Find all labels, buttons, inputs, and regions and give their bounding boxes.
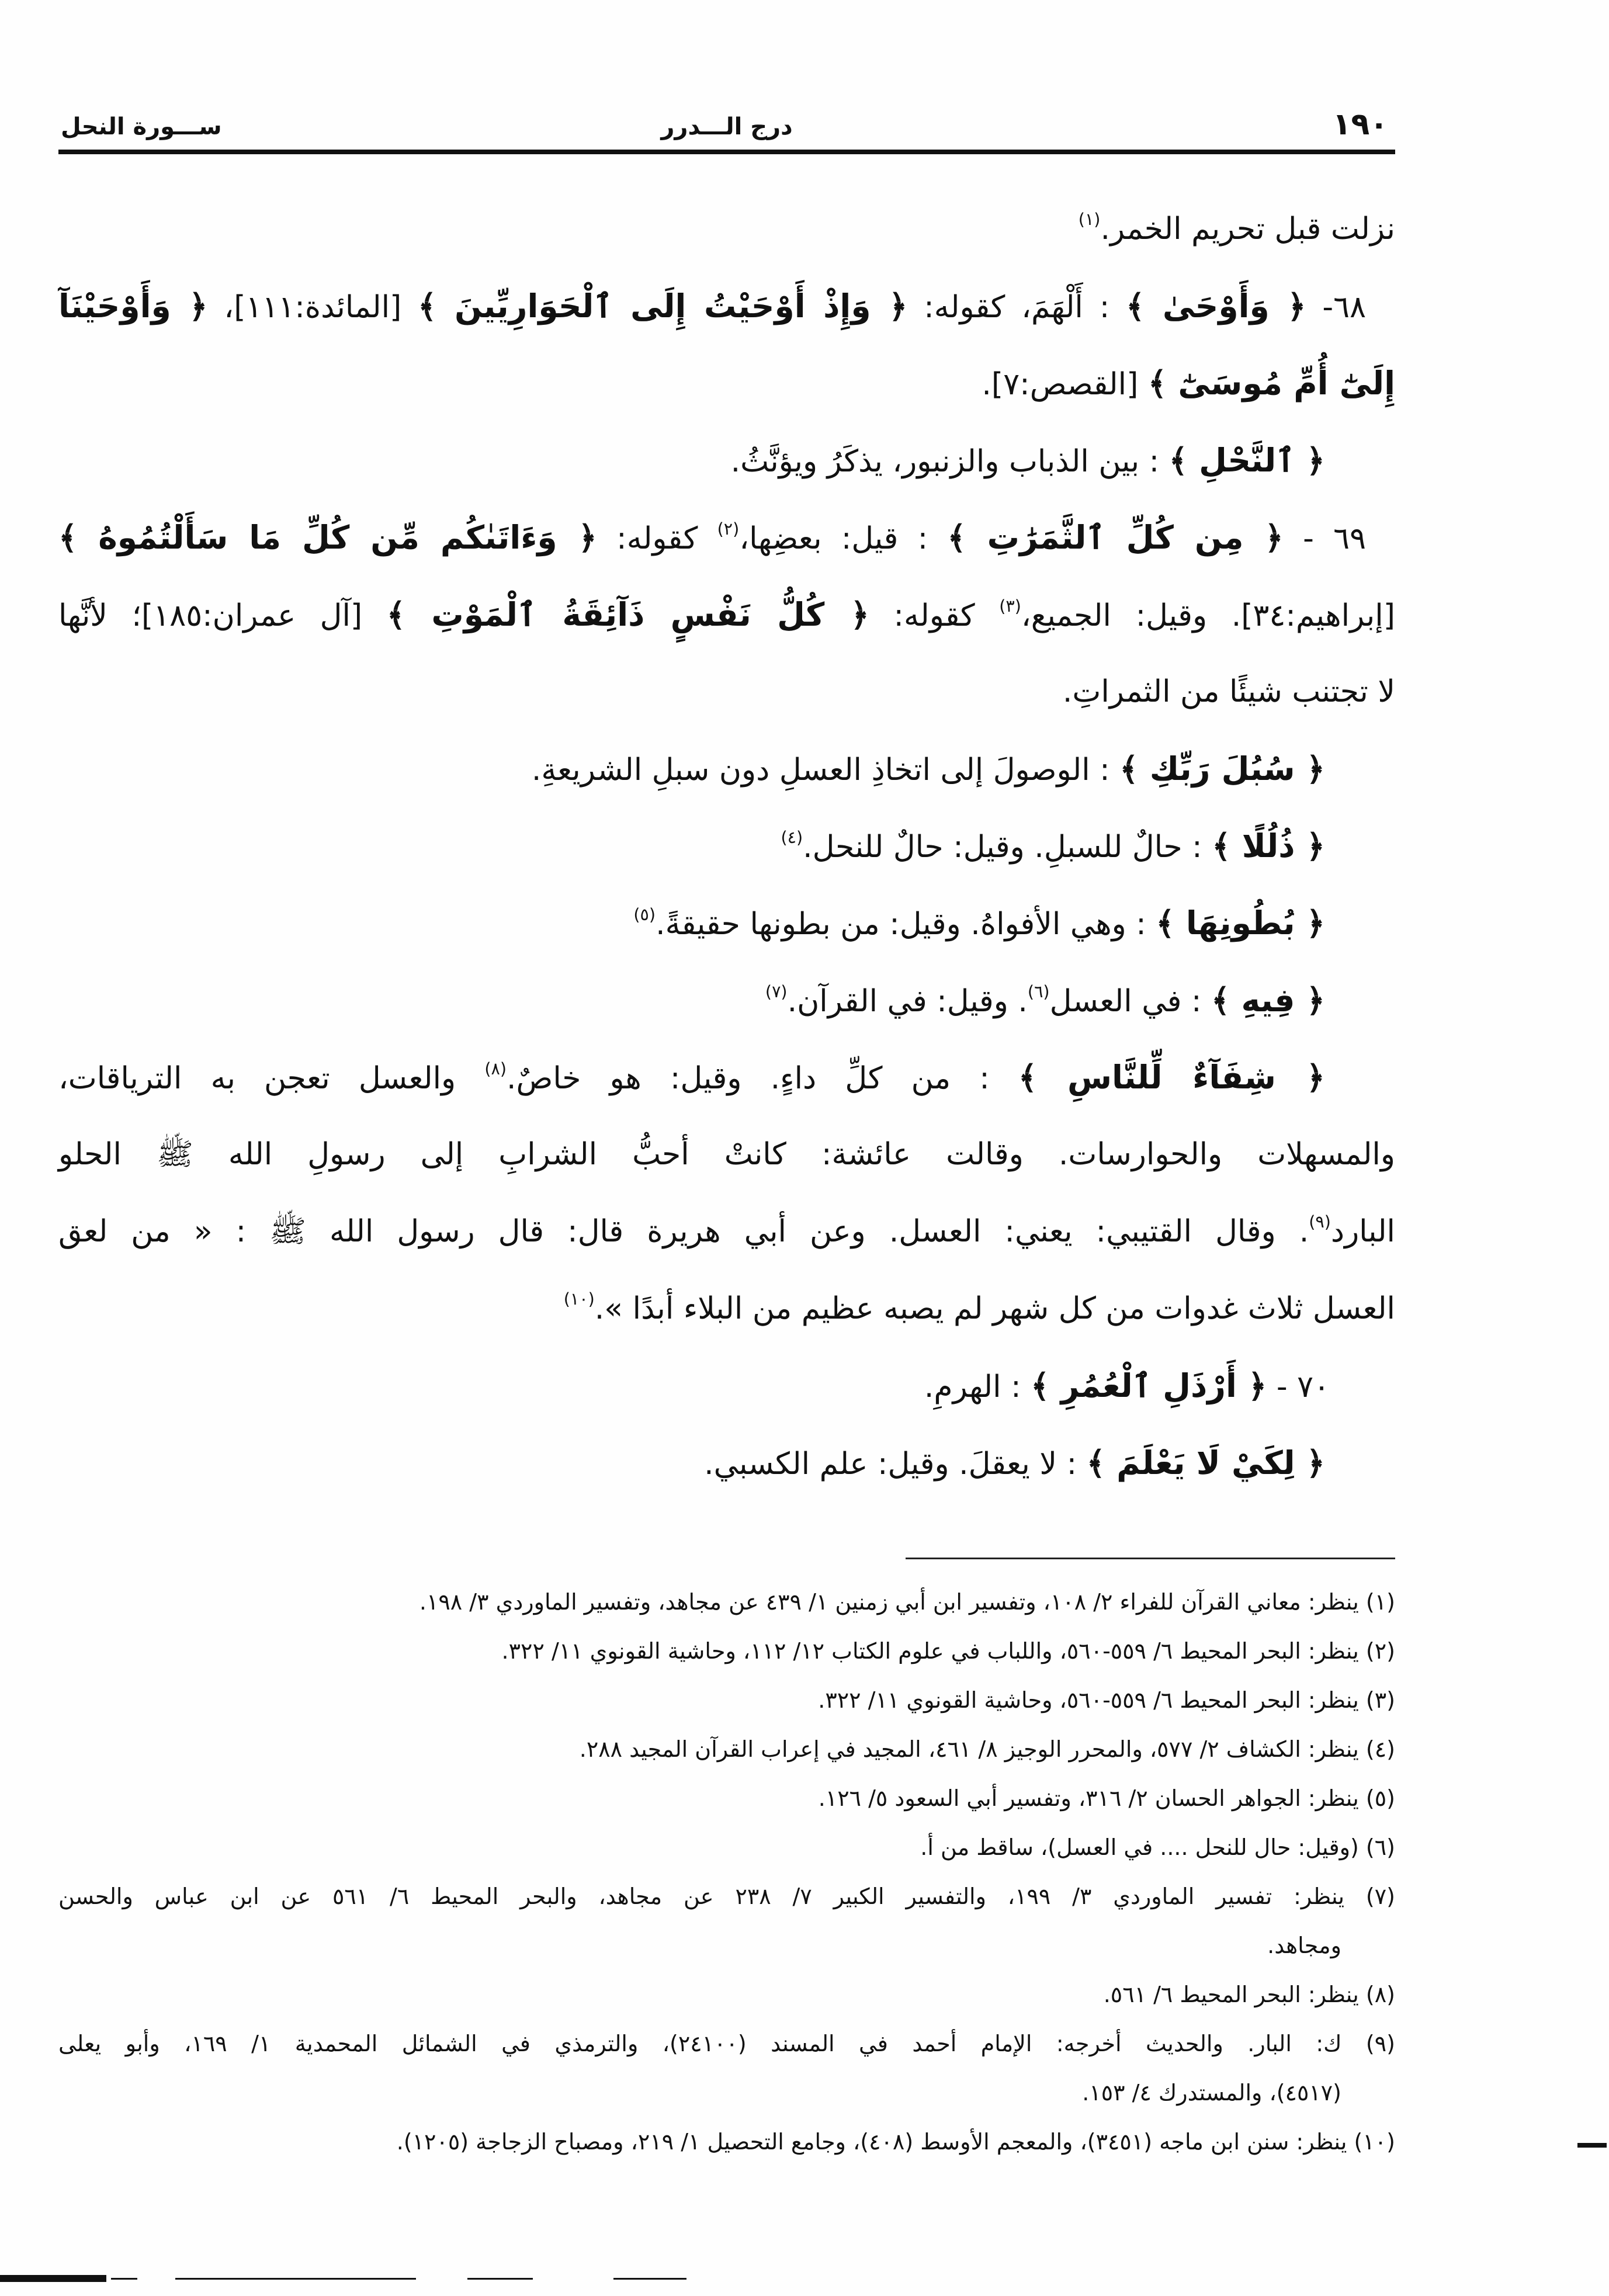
footnote-marker: (٦) (1027, 981, 1050, 1001)
footnote (58, 1872, 1395, 1921)
body-line (58, 1270, 1395, 1347)
body-text: : قيل: بعضِها، (739, 521, 948, 556)
footnote-text: ينظر: الجواهر الحسان ٢/ ٣١٦، وتفسير أبي السعود ٥/ ١٢٦. (818, 1785, 1359, 1811)
footnote-marker: (٣) (999, 595, 1021, 616)
body-text: . وقال القتيبي: يعني: العسل. وعن أبي هريرة قال: قال رسول الله ﷺ : « من لعق (58, 1214, 1309, 1249)
footnote-number: (٦) (1365, 1834, 1395, 1860)
footnote-number: (٧) (1365, 1884, 1395, 1909)
footnote-text: ينظر: البحر المحيط ٦/ ٥٦١. (1103, 1982, 1359, 2007)
quran-phrase: ﴿ ٱلنَّحْلِ ﴾ (1168, 442, 1325, 479)
footnote (58, 1774, 1395, 1823)
body-text: : أَلْهَمَ، كقوله: (907, 290, 1126, 325)
quran-phrase: إِلَىٰٓ أُمِّ مُوسَىٰٓ ﴾ (1147, 365, 1395, 402)
scan-mark-bottom (175, 2278, 416, 2280)
main-text (58, 190, 1395, 1501)
body-line (58, 499, 1395, 576)
body-text: [آل عمران:١٨٥]؛ لأنَّها (58, 598, 387, 633)
quran-phrase: ﴿ لِكَيْ لَا يَعْلَمَ ﴾ (1086, 1444, 1325, 1482)
footnote-marker: (٢) (717, 518, 740, 539)
footnote-text: ينظر: البحر المحيط ٦/ ٥٥٩-٥٦٠، وحاشية القونوي ١١/ ٣٢٢. (818, 1687, 1359, 1713)
footnote-text: (وقيل: حال للنحل .... في العسل)، ساقط من أ. (920, 1834, 1359, 1860)
scan-mark-bottom (111, 2278, 137, 2280)
footnote-continuation (58, 2068, 1395, 2117)
footnote-continuation (58, 1921, 1395, 1970)
footnote-marker: (١) (1078, 209, 1101, 229)
body-text: : حالٌ للسبلِ. وقيل: حالٌ للنحل. (803, 830, 1212, 865)
page-number: ١٩٠ (1332, 107, 1388, 142)
running-title: درج الـــدرر (661, 113, 793, 140)
quran-phrase: ﴿ بُطُونِهَا ﴾ (1156, 904, 1325, 942)
quran-phrase: ﴿ ذُلُلًا ﴾ (1212, 827, 1325, 865)
quran-phrase: ﴿ وَإِذْ أَوْحَيْتُ إِلَى ٱلْحَوَارِيِّينَ ﴾ (418, 287, 908, 325)
surah-title: ســـورة النحل (61, 113, 222, 140)
footnote-number: (٣) (1365, 1687, 1395, 1713)
footnote-separator (906, 1558, 1395, 1559)
body-line (58, 422, 1395, 499)
footnote (58, 1970, 1395, 2019)
body-line (58, 730, 1395, 807)
quran-phrase: ﴿ سُبُلَ رَبِّكِ ﴾ (1119, 750, 1325, 788)
body-text: العسل ثلاث غدوات من كل شهر لم يصبه عظيم من البلاء أبدًا ». (594, 1291, 1395, 1326)
body-text: : لا يعقلَ. وقيل: علم الكسبي. (704, 1447, 1087, 1482)
running-header (58, 99, 1395, 154)
body-line (58, 1193, 1395, 1270)
footnote-text: ك: البار. والحديث أخرجه: الإمام أحمد في المسند (٢٤١٠٠)، والترمذي في الشمائل المحمدية ١/ ١٦٩، وأبو يعلى (58, 2031, 1342, 2056)
footnote-number: (١) (1365, 1589, 1395, 1615)
footnote-text: ومجاهد. (1267, 1933, 1341, 1958)
body-text: : في العسل (1049, 984, 1212, 1019)
footnote-number: (٨) (1365, 1982, 1395, 2007)
footnote-marker: (٨) (484, 1058, 507, 1078)
quran-phrase: ﴿ وَأَوْحَيْنَآ (58, 287, 208, 325)
quran-phrase: ﴿ وَءَاتَىٰكُم مِّن كُلِّ مَا سَأَلْتُمُوهُ ﴾ (58, 519, 597, 556)
footnote-text: ينظر: الكشاف ٢/ ٥٧٧، والمحرر الوجيز ٨/ ٤٦١، المجيد في إعراب القرآن المجيد ٢٨٨. (579, 1736, 1359, 1762)
body-text: كقوله: (869, 598, 1000, 633)
quran-phrase: ﴿ فِيهِ ﴾ (1211, 981, 1325, 1019)
body-text: [المائدة:١١١]، (207, 290, 418, 325)
footnote-number: (٢) (1365, 1638, 1395, 1664)
body-text: ٧٠ - (1267, 1369, 1330, 1404)
footnote (58, 2117, 1395, 2166)
footnote-text: ينظر: تفسير الماوردي ٣/ ١٩٩، والتفسير الكبير ٧/ ٢٣٨ عن مجاهد، والبحر المحيط ٦/ ٥٦١ عن ابن عباس والحسن (58, 1884, 1345, 1909)
body-line (58, 268, 1395, 345)
body-line (58, 1347, 1395, 1424)
body-line (58, 962, 1395, 1039)
footnote-marker: (٩) (1309, 1211, 1331, 1232)
body-text: . وقيل: في القرآن. (787, 984, 1028, 1019)
quran-phrase: ﴿ أَرْذَلِ ٱلْعُمُرِ ﴾ (1031, 1367, 1267, 1404)
footnote-number: (٤) (1365, 1736, 1395, 1762)
footnote (58, 1626, 1395, 1676)
footnote-text: (٤٥١٧)، والمستدرك ٤/ ١٥٣. (1082, 2080, 1341, 2106)
quran-phrase: ﴿ كُلُّ نَفْسٍ ذَآئِقَةُ ٱلْمَوْتِ ﴾ (386, 596, 869, 633)
body-line (58, 345, 1395, 422)
body-text: [القصص:٧]. (982, 367, 1148, 402)
body-text: نزلت قبل تحريم الخمر. (1100, 211, 1395, 247)
footnote-text: ينظر: سنن ابن ماجه (٣٤٥١)، والمعجم الأوسط (٤٠٨)، وجامع التحصيل ١/ ٢١٩، ومصباح الزجاجة (١٢٠٥). (396, 2129, 1347, 2155)
footnote-text: ينظر: معاني القرآن للفراء ٢/ ١٠٨، وتفسير ابن أبي زمنين ١/ ٤٣٩ عن مجاهد، وتفسير الماوردي ٣/ ١٩٨. (419, 1589, 1359, 1615)
body-line (58, 807, 1395, 885)
body-line (58, 885, 1395, 962)
body-text: البارد (1330, 1214, 1395, 1249)
body-line (58, 576, 1395, 653)
body-text: : بين الذباب والزنبور، يذكَرُ ويؤنَّثُ. (730, 444, 1169, 479)
footnote (58, 1676, 1395, 1725)
quran-phrase: ﴿ شِفَآءٌ لِّلنَّاسِ ﴾ (1018, 1059, 1325, 1096)
scan-mark-bottom (0, 2275, 106, 2282)
body-text: كقوله: (597, 521, 717, 556)
body-line (58, 1116, 1395, 1193)
body-text: والعسل تعجن به الترياقات، (58, 1061, 485, 1096)
body-line (58, 653, 1395, 730)
footnote-marker: (١٠) (563, 1288, 595, 1309)
footnote-marker: (٤) (781, 827, 803, 847)
footnote-number: (٥) (1365, 1785, 1395, 1811)
body-text: : وهي الأفواهُ. وقيل: من بطونها حقيقةً. (656, 907, 1156, 942)
scan-mark-bottom (467, 2278, 533, 2280)
scan-mark-bottom (613, 2278, 686, 2280)
body-text: ٦٨- (1306, 290, 1367, 325)
footnote-text: ينظر: البحر المحيط ٦/ ٥٥٩-٥٦٠، واللباب في علوم الكتاب ١٢/ ١١٢، وحاشية القونوي ١١/ ٣٢٢. (501, 1638, 1359, 1664)
body-text: والمسهلات والحوارسات. وقالت عائشة: كانتْ أحبُّ الشرابِ إلى رسولِ الله ﷺ الحلو (58, 1137, 1395, 1172)
footnote (58, 1577, 1395, 1626)
footnote-marker: (٧) (765, 981, 788, 1001)
footnote-number: (٩) (1365, 2031, 1395, 2056)
body-text: ٦٩ - (1283, 521, 1366, 556)
quran-phrase: ﴿ وَأَوْحَىٰ ﴾ (1126, 287, 1306, 325)
body-line (58, 190, 1395, 268)
footnote (58, 2019, 1395, 2068)
footnote (58, 1823, 1395, 1872)
body-text: : من كلِّ داءٍ. وقيل: هو خاصٌ. (506, 1061, 1018, 1096)
body-text: لا تجتنب شيئًا من الثمراتِ. (1062, 674, 1395, 709)
footnote-marker: (٥) (633, 904, 656, 924)
body-line (58, 1424, 1395, 1501)
footnote-number: (١٠) (1354, 2129, 1395, 2155)
footnotes (58, 1577, 1395, 2166)
body-text: : الهرمِ. (924, 1369, 1031, 1404)
body-text: [إبراهيم:٣٤]. وقيل: الجميع، (1021, 598, 1395, 633)
quran-phrase: ﴿ مِن كُلِّ ٱلثَّمَرَٰتِ ﴾ (947, 519, 1284, 556)
footnote (58, 1725, 1395, 1774)
body-text: : الوصولَ إلى اتخاذِ العسلِ دون سبلِ الشريعةِ. (531, 752, 1120, 788)
body-line (58, 1039, 1395, 1116)
scan-mark-right (1577, 2143, 1607, 2148)
